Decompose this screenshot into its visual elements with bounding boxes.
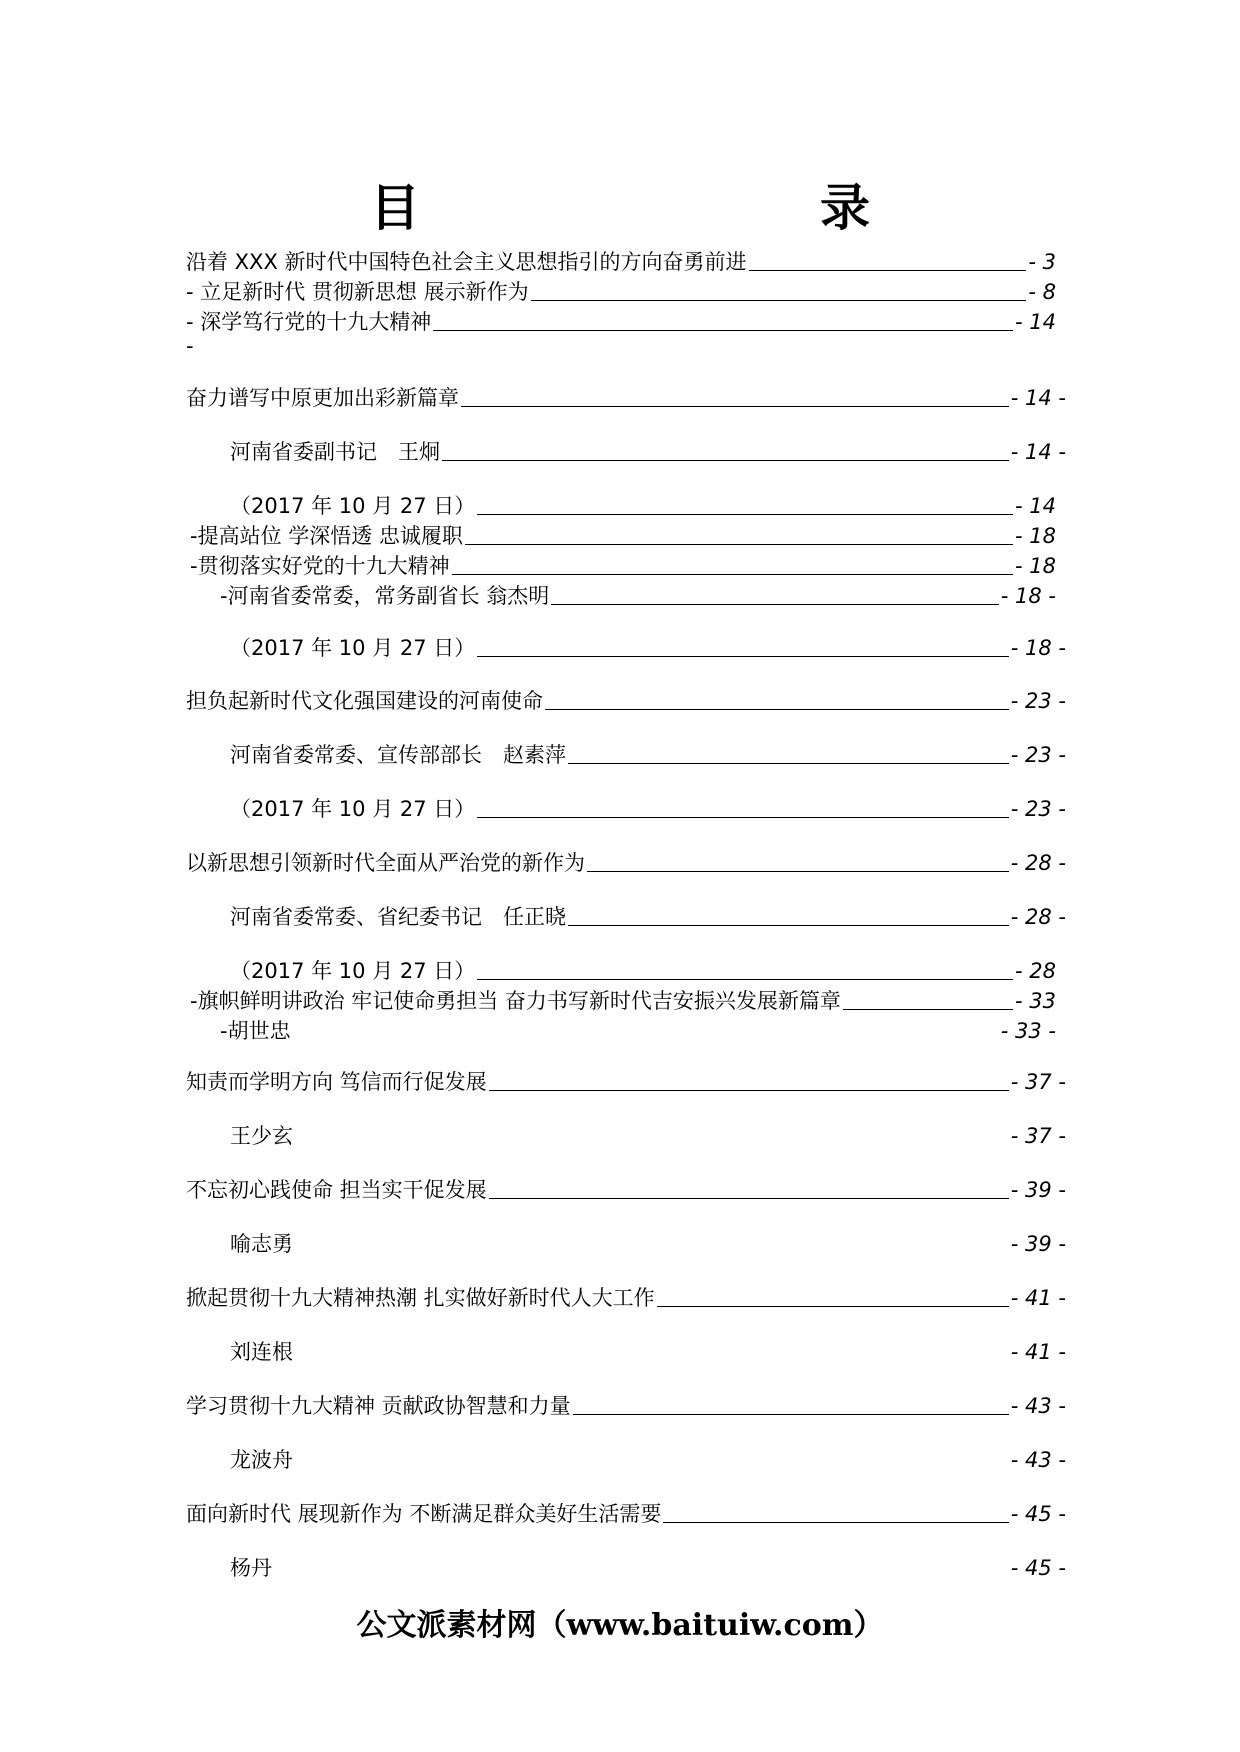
toc-entry-page: - 23 - (1010, 797, 1066, 821)
toc-entry-title: 刘连根 (230, 1340, 293, 1364)
toc-entry-title: 河南省委副书记 王炯 (230, 440, 440, 464)
toc-entry[interactable] (186, 1496, 1066, 1526)
toc-entry-page: - 28 - (1010, 851, 1066, 875)
toc-entry[interactable] (230, 1550, 1066, 1580)
toc-entry-page: - 45 - (1010, 1502, 1066, 1526)
toc-entry-title: 奋力谱写中原更加出彩新篇章 (186, 386, 459, 410)
toc-leader-line (465, 543, 1013, 545)
toc-leader-space (295, 1252, 1009, 1253)
toc-entry[interactable] (186, 845, 1066, 875)
toc-entry-title: （2017 年 10 月 27 日） (230, 494, 476, 518)
toc-entry-title: 知责而学明方向 笃信而行促发展 (186, 1070, 487, 1094)
toc-entry[interactable] (190, 548, 1056, 578)
toc-leader-line (477, 978, 1013, 980)
toc-entry[interactable] (230, 1226, 1066, 1256)
toc-entry-title: - 立足新时代 贯彻新思想 展示新作为 (186, 280, 529, 304)
toc-entry-title: 学习贯彻十九大精神 贡献政协智慧和力量 (186, 1394, 571, 1418)
toc-entry[interactable] (190, 518, 1056, 548)
toc-entry-title: （2017 年 10 月 27 日） (230, 797, 476, 821)
toc-leader-space (274, 1576, 1009, 1577)
toc-entry[interactable] (230, 899, 1066, 929)
toc-entry[interactable] (186, 1280, 1066, 1310)
toc-entry-page: - 14 - (1010, 386, 1066, 410)
toc-leader-line (573, 1413, 1009, 1415)
toc-entry-page: - 43 - (1010, 1394, 1066, 1418)
toc-leader-line (477, 655, 1009, 657)
toc-entry-title: （2017 年 10 月 27 日） (230, 636, 476, 660)
toc-entry-page: - 28 (1015, 959, 1056, 983)
toc-entry[interactable] (186, 304, 1056, 334)
toc-entry-page: - 18 - (1000, 584, 1056, 608)
toc-leader-line (663, 1521, 1008, 1523)
toc-entry[interactable] (230, 1334, 1066, 1364)
toc-entry-page: - 45 - (1010, 1556, 1066, 1580)
toc-leader-line (551, 603, 999, 605)
toc-entry[interactable] (230, 488, 1056, 518)
toc-entry-page: - 41 - (1010, 1340, 1066, 1364)
toc-entry-title: 喻志勇 (230, 1232, 293, 1256)
toc-entry[interactable] (186, 1172, 1066, 1202)
toc-entry-page: - 18 - (1010, 636, 1066, 660)
toc-entry-page: - 23 - (1010, 743, 1066, 767)
toc-leader-line (489, 1197, 1009, 1199)
toc-leader-line (843, 1008, 1013, 1010)
toc-leader-line (531, 299, 1027, 301)
toc-entry-page: - 14 (1015, 494, 1056, 518)
toc-entry[interactable] (186, 1064, 1066, 1094)
toc-leader-space (295, 1468, 1009, 1469)
toc-entry[interactable] (230, 953, 1056, 983)
toc-entry[interactable] (230, 1118, 1066, 1148)
toc-leader-line (749, 269, 1027, 271)
toc-entry[interactable] (186, 380, 1066, 410)
toc-leader-space (295, 1144, 1009, 1145)
toc-leader-line (489, 1089, 1009, 1091)
toc-entry-page: - 33 - (1000, 1019, 1056, 1043)
toc-entry[interactable] (230, 737, 1066, 767)
toc-entry-title: - 深学笃行党的十九大精神 (186, 310, 432, 334)
toc-leader-line (568, 924, 1009, 926)
toc-entry-page: - 39 - (1010, 1178, 1066, 1202)
toc-leader-line (545, 708, 1009, 710)
toc-entry-title: 杨丹 (230, 1556, 272, 1580)
toc-entry-title: 沿着 XXX 新时代中国特色社会主义思想指引的方向奋勇前进 (186, 250, 747, 274)
toc-entry-page: - 3 (1028, 250, 1056, 274)
toc-entry[interactable] (186, 1388, 1066, 1418)
toc-entry-title: -胡世忠 (220, 1019, 291, 1043)
toc-entry-page: - 37 - (1010, 1124, 1066, 1148)
toc-entry-title: -贯彻落实好党的十九大精神 (190, 554, 450, 578)
toc-leader-line (568, 762, 1009, 764)
toc-entry[interactable] (230, 630, 1066, 660)
toc-entry-page: - 23 - (1010, 689, 1066, 713)
toc-entry[interactable] (186, 274, 1056, 304)
toc-entry-page: - 41 - (1010, 1286, 1066, 1310)
toc-entry-title: 以新思想引领新时代全面从严治党的新作为 (186, 851, 585, 875)
toc-entry-title: 龙波舟 (230, 1448, 293, 1472)
toc-leader-line (657, 1305, 1009, 1307)
toc-entry-page: - 14 (1015, 310, 1056, 334)
toc-leader-line (477, 513, 1013, 515)
toc-entry-title: 王少玄 (230, 1124, 293, 1148)
toc-leader-line (587, 870, 1009, 872)
toc-leader-line (452, 573, 1013, 575)
page-title: 目 录 (370, 179, 970, 237)
toc-leader-line (461, 405, 1009, 407)
toc-entry-page: - 39 - (1010, 1232, 1066, 1256)
toc-entry-title: -河南省委常委，常务副省长 翁杰明 (220, 584, 550, 608)
toc-entry-title: 面向新时代 展现新作为 不断满足群众美好生活需要 (186, 1502, 662, 1526)
toc-entry[interactable] (220, 578, 1056, 608)
toc-leader-space (295, 1360, 1009, 1361)
toc-leader-line (433, 329, 1013, 331)
toc-entry-title: 河南省委常委、省纪委书记 任正晓 (230, 905, 566, 929)
toc-entry-page: - 18 (1015, 554, 1056, 578)
toc-entry-title: -旗帜鲜明讲政治 牢记使命勇担当 奋力书写新时代吉安振兴发展新篇章 (190, 989, 841, 1013)
toc-entry-title: （2017 年 10 月 27 日） (230, 959, 476, 983)
toc-leader-line (442, 459, 1009, 461)
toc-entry[interactable] (230, 434, 1066, 464)
toc-entry-title: 河南省委常委、宣传部部长 赵素萍 (230, 743, 566, 767)
toc-entry-page: - 8 (1028, 280, 1056, 304)
toc-entry-page: - 28 - (1010, 905, 1066, 929)
toc-entry-title: 不忘初心践使命 担当实干促发展 (186, 1178, 487, 1202)
toc-entry-page: - 43 - (1010, 1448, 1066, 1472)
toc-entry[interactable] (186, 244, 1056, 274)
toc-entry-title: -提高站位 学深悟透 忠诚履职 (190, 524, 463, 548)
toc-entry-page: - 14 - (1010, 440, 1066, 464)
toc-leader-line (477, 816, 1009, 818)
toc-entry[interactable] (186, 683, 1066, 713)
toc-entry-title: 掀起贯彻十九大精神热潮 扎实做好新时代人大工作 (186, 1286, 655, 1310)
toc-entry[interactable] (230, 1442, 1066, 1472)
footer-watermark: 公文派素材网（www.baituiw.com） (356, 1608, 884, 1643)
toc-entry[interactable] (230, 791, 1066, 821)
toc-entry-title: 担负起新时代文化强国建设的河南使命 (186, 689, 543, 713)
toc-entry[interactable] (190, 983, 1056, 1013)
toc-entry-page: - 18 (1015, 524, 1056, 548)
toc-entry-page: - 37 - (1010, 1070, 1066, 1094)
stray-dash: - (186, 334, 194, 358)
toc-entry-page: - 33 (1015, 989, 1056, 1013)
toc-leader-space (293, 1039, 999, 1040)
toc-entry[interactable] (220, 1013, 1056, 1043)
